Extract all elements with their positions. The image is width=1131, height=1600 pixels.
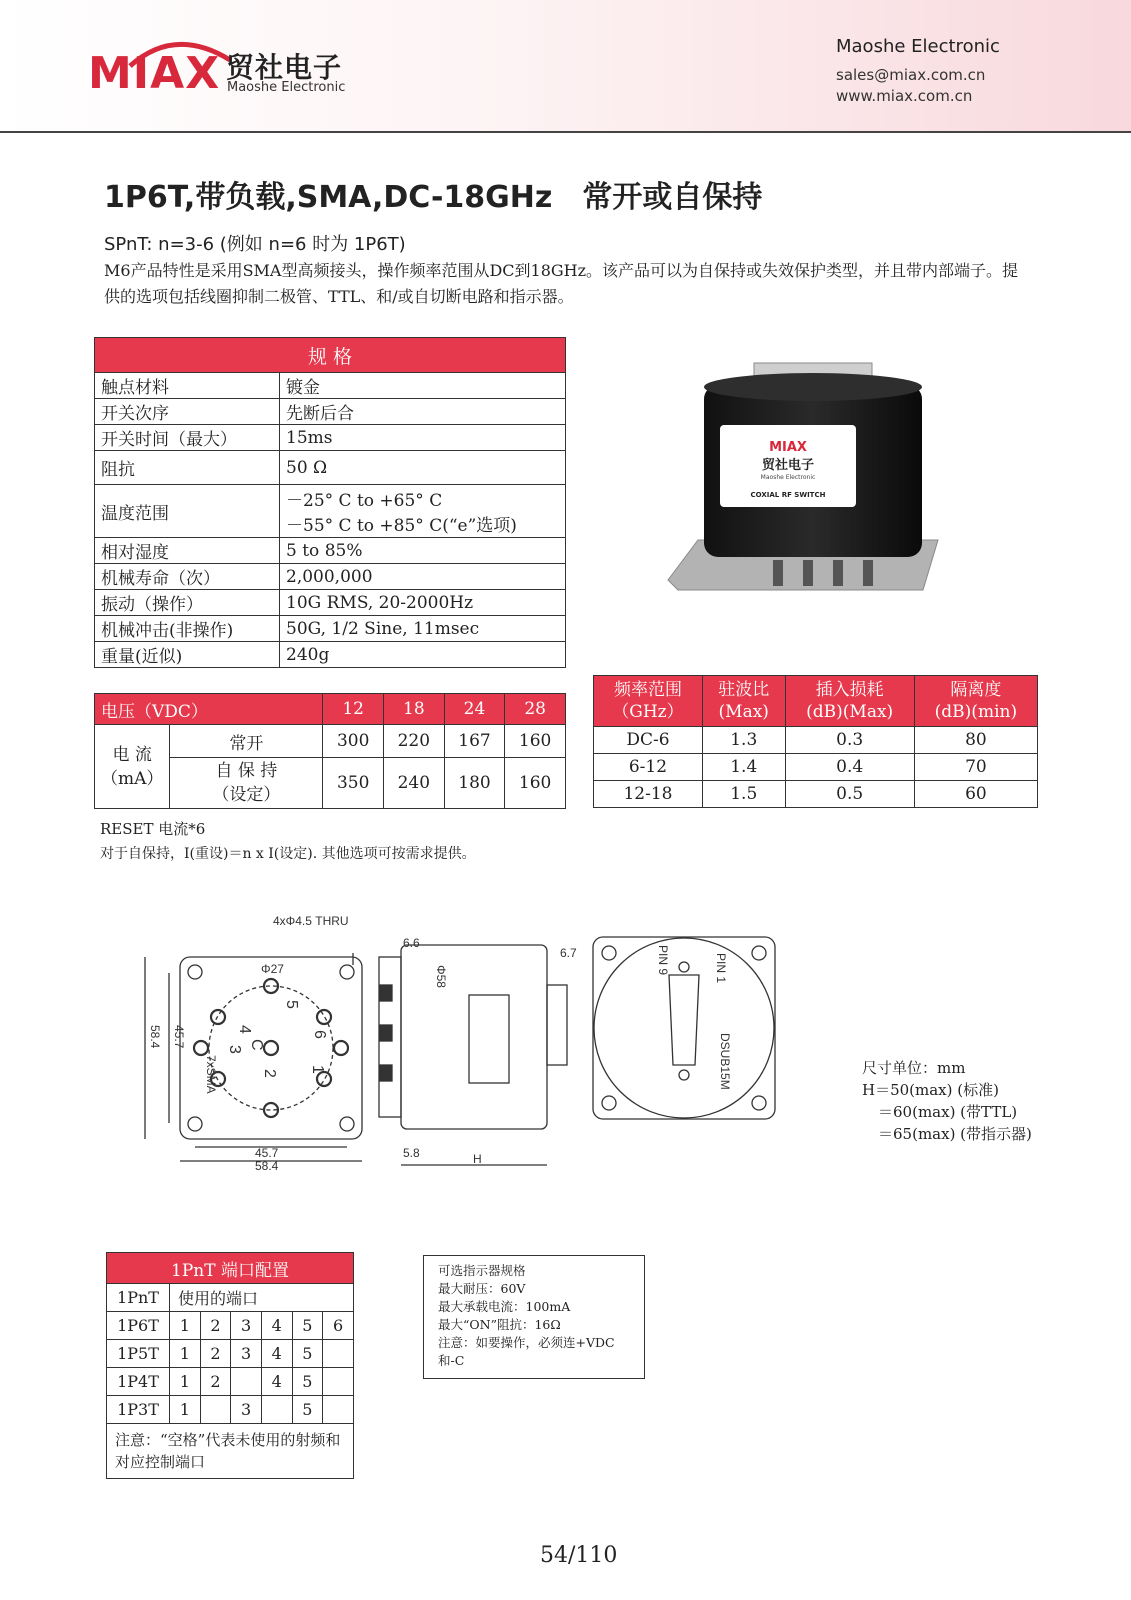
spec-value: 2,000,000 <box>280 564 566 590</box>
port-cell: 3 <box>231 1396 262 1424</box>
port-cell: 2 <box>200 1368 231 1396</box>
loss-header-1: 插入损耗 <box>815 680 884 700</box>
voltage-header: 电压（VDC） <box>95 694 323 725</box>
spec-key: 触点材料 <box>95 373 280 399</box>
pin9-label: PIN 9 <box>656 945 670 976</box>
isolation-cell: 60 <box>914 781 1037 808</box>
port-cell: 5 <box>292 1396 323 1424</box>
spec-value: 50G, 1/2 Sine, 11msec <box>280 616 566 642</box>
freq-header <box>594 676 703 727</box>
port-table-header: 1PnT 端口配置 <box>107 1253 354 1284</box>
dim-584-h: 58.4 <box>255 1159 279 1173</box>
isolation-cell: 80 <box>914 727 1037 754</box>
dim-457-h: 45.7 <box>255 1146 279 1160</box>
port-label-3: 3 <box>226 1045 243 1054</box>
port-cell: 4 <box>261 1368 292 1396</box>
product-photo <box>668 355 960 615</box>
vswr-header-2: (Max) <box>718 702 769 722</box>
freq-cell: DC-6 <box>594 727 703 754</box>
isolation-header-1: 隔离度 <box>950 680 1002 700</box>
dim-66: 6.6 <box>403 936 420 950</box>
port-row-label: 1P5T <box>107 1340 170 1368</box>
indicator-line: 最大耐压：60V <box>438 1281 526 1296</box>
indicator-spec-box <box>423 1255 645 1379</box>
spec-value: 镀金 <box>280 373 566 399</box>
dim-67: 6.7 <box>560 946 577 960</box>
port-cell: 1 <box>170 1368 201 1396</box>
vswr-header-1: 驻波比 <box>718 680 770 700</box>
port-col-label: 1PnT <box>107 1284 170 1312</box>
spec-value: 240g <box>280 642 566 668</box>
label-cn: 贸社电子 <box>761 458 815 473</box>
port-cell: 1 <box>170 1396 201 1424</box>
port-cell: 2 <box>200 1340 231 1368</box>
port-config-table <box>106 1252 354 1479</box>
port-label-c: C <box>248 1039 265 1051</box>
current-value: 300 <box>323 725 384 758</box>
label-type: COXIAL RF SWITCH <box>750 491 826 499</box>
indicator-line: 最大承载电流：100mA <box>438 1299 571 1314</box>
logo-miax: MIAX <box>88 48 221 99</box>
company-name: Maoshe Electronic <box>836 36 1000 57</box>
port-cell: 2 <box>200 1312 231 1340</box>
indicator-line: 和-C <box>438 1353 465 1368</box>
port-cell <box>261 1396 292 1424</box>
latching-note: 对于自保持，I(重设)＝n x I(设定). 其他选项可按需求提供。 <box>100 846 476 862</box>
isolation-header <box>914 676 1037 727</box>
current-value: 180 <box>444 758 505 809</box>
latching-label <box>170 758 323 809</box>
page-header <box>0 0 1131 133</box>
current-label-1: 电 流 <box>112 744 152 765</box>
port-cell: 6 <box>323 1312 354 1340</box>
current-label <box>95 725 170 809</box>
spec-key: 阻抗 <box>95 451 280 485</box>
port-cell <box>200 1396 231 1424</box>
spec-value: 5 to 85% <box>280 538 566 564</box>
voltage-value: 24 <box>444 694 505 725</box>
freq-cell: 6-12 <box>594 754 703 781</box>
dsub-label: DSUB15M <box>718 1033 732 1090</box>
units-line-3: ＝60(max) (带TTL) <box>878 1103 1018 1121</box>
spec-key: 振动（操作） <box>95 590 280 616</box>
port-cell: 1 <box>170 1340 201 1368</box>
dsub-connector <box>669 975 699 1065</box>
freq-header-2: （GHz） <box>612 702 684 722</box>
isolation-cell: 70 <box>914 754 1037 781</box>
port-cell: 5 <box>292 1340 323 1368</box>
spec-key: 相对湿度 <box>95 538 280 564</box>
units-line-2: H＝50(max) (标准) <box>862 1081 999 1099</box>
latching-label-1: 自 保 持 <box>215 761 278 781</box>
port-cell <box>323 1396 354 1424</box>
indicator-line: 最大“ON”阻抗：16Ω <box>438 1317 561 1332</box>
freq-header-1: 频率范围 <box>613 680 682 700</box>
dim-holes: 4xΦ4.5 THRU <box>273 914 349 928</box>
dim-584-v: 58.4 <box>148 1025 162 1049</box>
spec-value: 50 Ω <box>280 451 566 485</box>
website-link[interactable]: www.miax.com.cn <box>836 87 973 105</box>
sma-label: 7xSMA <box>204 1055 218 1094</box>
port-label-1: 1 <box>309 1065 326 1074</box>
voltage-value: 28 <box>505 694 566 725</box>
port-cell: 4 <box>261 1312 292 1340</box>
units-line-4: ＝65(max) (带指示器) <box>878 1125 1032 1143</box>
spec-key: 机械寿命（次） <box>95 564 280 590</box>
spec-key: 重量(近似) <box>95 642 280 668</box>
spec-key: 开关时间（最大） <box>95 425 280 451</box>
port-cell: 3 <box>231 1312 262 1340</box>
port-label-6: 6 <box>311 1030 328 1039</box>
dim-457-v: 45.7 <box>172 1025 186 1049</box>
port-note: 注意：“空格”代表未使用的射频和对应控制端口 <box>107 1424 354 1479</box>
port-cell <box>323 1340 354 1368</box>
port-col-used: 使用的端口 <box>170 1284 354 1312</box>
current-value: 240 <box>384 758 445 809</box>
spec-value: 先断后合 <box>280 399 566 425</box>
latching-label-2: （设定） <box>212 785 281 805</box>
indicator-line: 注意：如要操作，必须连+VDC <box>438 1335 615 1350</box>
port-row-label: 1P4T <box>107 1368 170 1396</box>
title-main: 1P6T,带负载,SMA,DC-18GHz <box>104 180 553 215</box>
dim-h: H <box>473 1152 482 1166</box>
spec-value <box>280 485 566 538</box>
description: M6产品特性是采用SMA型高频接头，操作频率范围从DC到18GHz。该产品可以为自保持或失效保护类型，并且带内部端子。提供的选项包括线圈抑制二极管、TTL、和/或自切断电路和指示器。 <box>104 261 1019 306</box>
logo-cn: 贸社电子 <box>226 51 343 84</box>
dim-d27: Φ27 <box>261 962 284 976</box>
voltage-value: 12 <box>323 694 384 725</box>
port-cell: 5 <box>292 1312 323 1340</box>
units-note <box>862 1057 1032 1145</box>
port-label-4: 4 <box>236 1025 253 1034</box>
freq-cell: 12-18 <box>594 781 703 808</box>
dim-d58: Φ58 <box>434 965 448 988</box>
reset-note: RESET 电流*6 <box>100 820 206 838</box>
page-title <box>104 172 762 216</box>
vswr-cell: 1.5 <box>702 781 785 808</box>
current-value: 160 <box>505 758 566 809</box>
port-label-5: 5 <box>283 1000 300 1009</box>
spec-value: 10G RMS, 20-2000Hz <box>280 590 566 616</box>
loss-cell: 0.3 <box>785 727 914 754</box>
technical-drawing <box>135 914 805 1180</box>
email-link[interactable]: sales@miax.com.cn <box>836 66 986 84</box>
loss-cell: 0.5 <box>785 781 914 808</box>
current-label-2: （mA） <box>101 768 164 789</box>
isolation-header-2: (dB)(min) <box>934 702 1018 722</box>
logo-en: Maoshe Electronic <box>227 80 346 95</box>
port-cell: 4 <box>261 1340 292 1368</box>
temp-range-1: －25° C to +65° C <box>286 491 443 511</box>
vswr-header <box>702 676 785 727</box>
temp-range-2: －55° C to +85° C(“e”选项) <box>286 516 517 536</box>
spec-header: 规 格 <box>95 338 566 373</box>
frequency-table <box>593 675 1038 808</box>
dim-58: 5.8 <box>403 1146 420 1160</box>
port-label-2: 2 <box>261 1069 278 1078</box>
vswr-cell: 1.3 <box>702 727 785 754</box>
spec-key: 开关次序 <box>95 399 280 425</box>
voltage-value: 18 <box>384 694 445 725</box>
normally-open-label: 常开 <box>170 725 323 758</box>
spec-key: 机械冲击(非操作) <box>95 616 280 642</box>
port-cell: 3 <box>231 1340 262 1368</box>
loss-header-2: (dB)(Max) <box>806 702 894 722</box>
spec-value: 15ms <box>280 425 566 451</box>
current-value: 167 <box>444 725 505 758</box>
page-number: 54/110 <box>540 1543 618 1568</box>
port-cell <box>323 1368 354 1396</box>
port-cell: 1 <box>170 1312 201 1340</box>
spec-table <box>94 337 566 668</box>
label-en: Maoshe Electronic <box>760 474 816 481</box>
loss-cell: 0.4 <box>785 754 914 781</box>
label-brand: MIAX <box>769 440 807 455</box>
vswr-cell: 1.4 <box>702 754 785 781</box>
current-value: 160 <box>505 725 566 758</box>
spec-key: 温度范围 <box>95 485 280 538</box>
pin1-label: PIN 1 <box>714 953 728 984</box>
port-row-label: 1P6T <box>107 1312 170 1340</box>
voltage-table <box>94 693 566 809</box>
title-sub: 常开或自保持 <box>582 180 763 215</box>
spnt-line: SPnT: n=3-6 (例如 n=6 时为 1P6T) <box>104 234 406 255</box>
side-view-body <box>401 945 547 1129</box>
current-value: 220 <box>384 725 445 758</box>
port-cell <box>231 1368 262 1396</box>
port-row-label: 1P3T <box>107 1396 170 1424</box>
loss-header <box>785 676 914 727</box>
units-line-1: 尺寸单位：mm <box>862 1059 966 1077</box>
current-value: 350 <box>323 758 384 809</box>
port-cell: 5 <box>292 1368 323 1396</box>
indicator-title: 可选指示器规格 <box>438 1263 526 1278</box>
